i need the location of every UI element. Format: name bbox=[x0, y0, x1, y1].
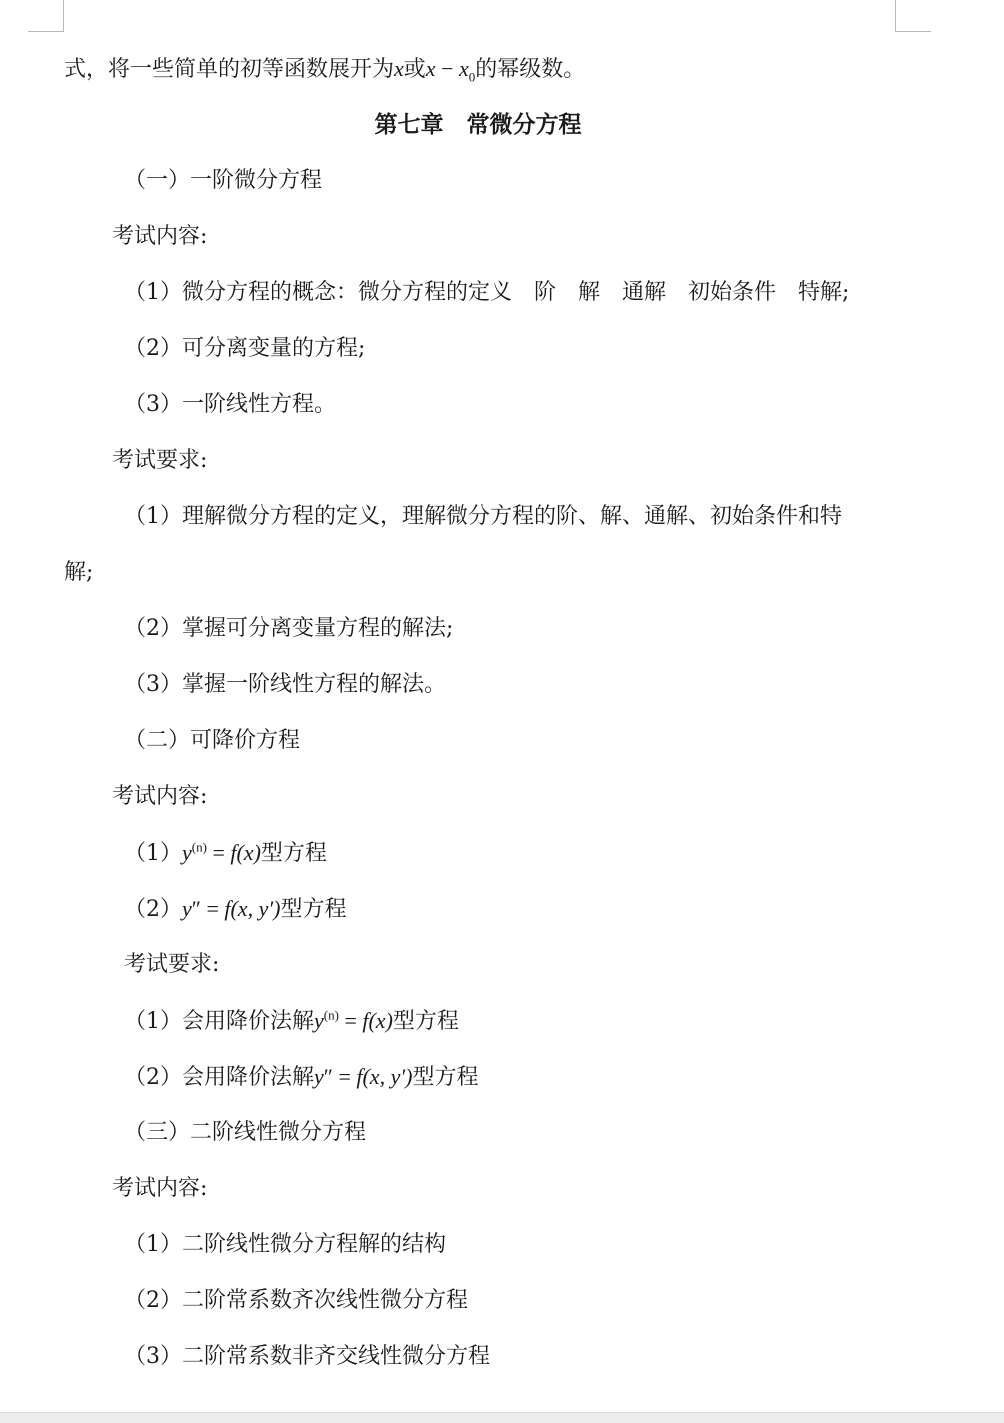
section-2-content-item-2 bbox=[124, 894, 347, 925]
intro-var-x: x bbox=[394, 56, 404, 81]
section-1-content-item-3: （3）一阶线性方程。 bbox=[124, 392, 336, 417]
section-1-content-item-2: （2）可分离变量的方程; bbox=[124, 336, 366, 361]
section-2-req-item-1 bbox=[124, 1006, 459, 1037]
crop-mark-top-right bbox=[895, 0, 931, 32]
intro-prefix: 式，将一些简单的初等函数展开为 bbox=[64, 57, 395, 82]
section-3-heading: （三）二阶线性微分方程 bbox=[124, 1120, 367, 1145]
section-1-heading: （一）一阶微分方程 bbox=[124, 168, 323, 193]
section-3-content-item-2: （2）二阶常系数齐次线性微分方程 bbox=[124, 1288, 468, 1313]
intro-minus: − bbox=[435, 56, 459, 81]
formula-f: f bbox=[362, 1008, 369, 1033]
formula-superscript-n: (n) bbox=[323, 1007, 339, 1023]
page-bottom-edge bbox=[0, 1412, 1004, 1423]
section-3-content-item-3: （3）二阶常系数非齐交线性微分方程 bbox=[124, 1344, 490, 1369]
crop-mark-top-left bbox=[28, 0, 64, 32]
section-2-heading: （二）可降价方程 bbox=[124, 728, 301, 753]
intro-expr-x0-subscript: 0 bbox=[468, 69, 476, 85]
section-1-content-item-1: （1）微分方程的概念：微分方程的定义 阶 解 通解 初始条件 特解; bbox=[124, 280, 850, 305]
section-2-req-item-2 bbox=[124, 1062, 479, 1093]
formula-equals: = bbox=[338, 1008, 363, 1033]
formula-y: y bbox=[182, 840, 192, 865]
section-2-content-label: 考试内容: bbox=[112, 784, 208, 809]
formula-args: (x) bbox=[368, 1008, 393, 1033]
item-number: （2） bbox=[124, 897, 182, 922]
formula-y: y bbox=[314, 1064, 324, 1089]
section-1-req-item-1-wrap: 解; bbox=[64, 560, 94, 585]
section-1-req-item-2: （2）掌握可分离变量方程的解法; bbox=[124, 616, 454, 641]
item-number: （1） bbox=[124, 841, 182, 866]
intro-line bbox=[64, 54, 585, 85]
formula-y: y bbox=[182, 896, 192, 921]
section-3-content-label: 考试内容: bbox=[112, 1176, 208, 1201]
formula-equals: = bbox=[332, 1064, 357, 1089]
formula-y: y bbox=[314, 1008, 324, 1033]
formula-f: f bbox=[230, 840, 237, 865]
formula-f: f bbox=[356, 1064, 363, 1089]
intro-middle: 或 bbox=[403, 57, 426, 82]
formula-args: (x, y′) bbox=[230, 896, 281, 921]
formula-superscript-n: (n) bbox=[191, 839, 207, 855]
section-2-content-item-1 bbox=[124, 838, 327, 869]
formula-double-prime: ″ bbox=[191, 896, 201, 921]
section-1-req-item-1: （1）理解微分方程的定义，理解微分方程的阶、解、通解、初始条件和特 bbox=[124, 504, 842, 529]
item-tail: 型方程 bbox=[392, 1009, 459, 1034]
item-number: （1）会用降价法解 bbox=[124, 1009, 314, 1034]
section-1-req-label: 考试要求: bbox=[112, 448, 208, 473]
intro-suffix: 的幂级数。 bbox=[475, 57, 586, 82]
item-number: （2）会用降价法解 bbox=[124, 1065, 314, 1090]
formula-double-prime: ″ bbox=[323, 1064, 333, 1089]
section-1-req-item-3: （3）掌握一阶线性方程的解法。 bbox=[124, 672, 446, 697]
chapter-title: 第七章 常微分方程 bbox=[374, 112, 582, 138]
formula-equals: = bbox=[200, 896, 225, 921]
section-1-content-label: 考试内容: bbox=[112, 224, 208, 249]
section-2-req-label: 考试要求: bbox=[124, 952, 220, 977]
item-tail: 型方程 bbox=[412, 1065, 479, 1090]
section-3-content-item-1: （1）二阶线性微分方程解的结构 bbox=[124, 1232, 446, 1257]
intro-expr-x: x bbox=[425, 56, 436, 81]
formula-equals: = bbox=[206, 840, 231, 865]
item-tail: 型方程 bbox=[260, 841, 327, 866]
item-tail: 型方程 bbox=[280, 897, 347, 922]
formula-args: (x) bbox=[236, 840, 261, 865]
formula-args: (x, y′) bbox=[362, 1064, 413, 1089]
formula-f: f bbox=[224, 896, 231, 921]
intro-expr-x0: x bbox=[458, 56, 469, 81]
